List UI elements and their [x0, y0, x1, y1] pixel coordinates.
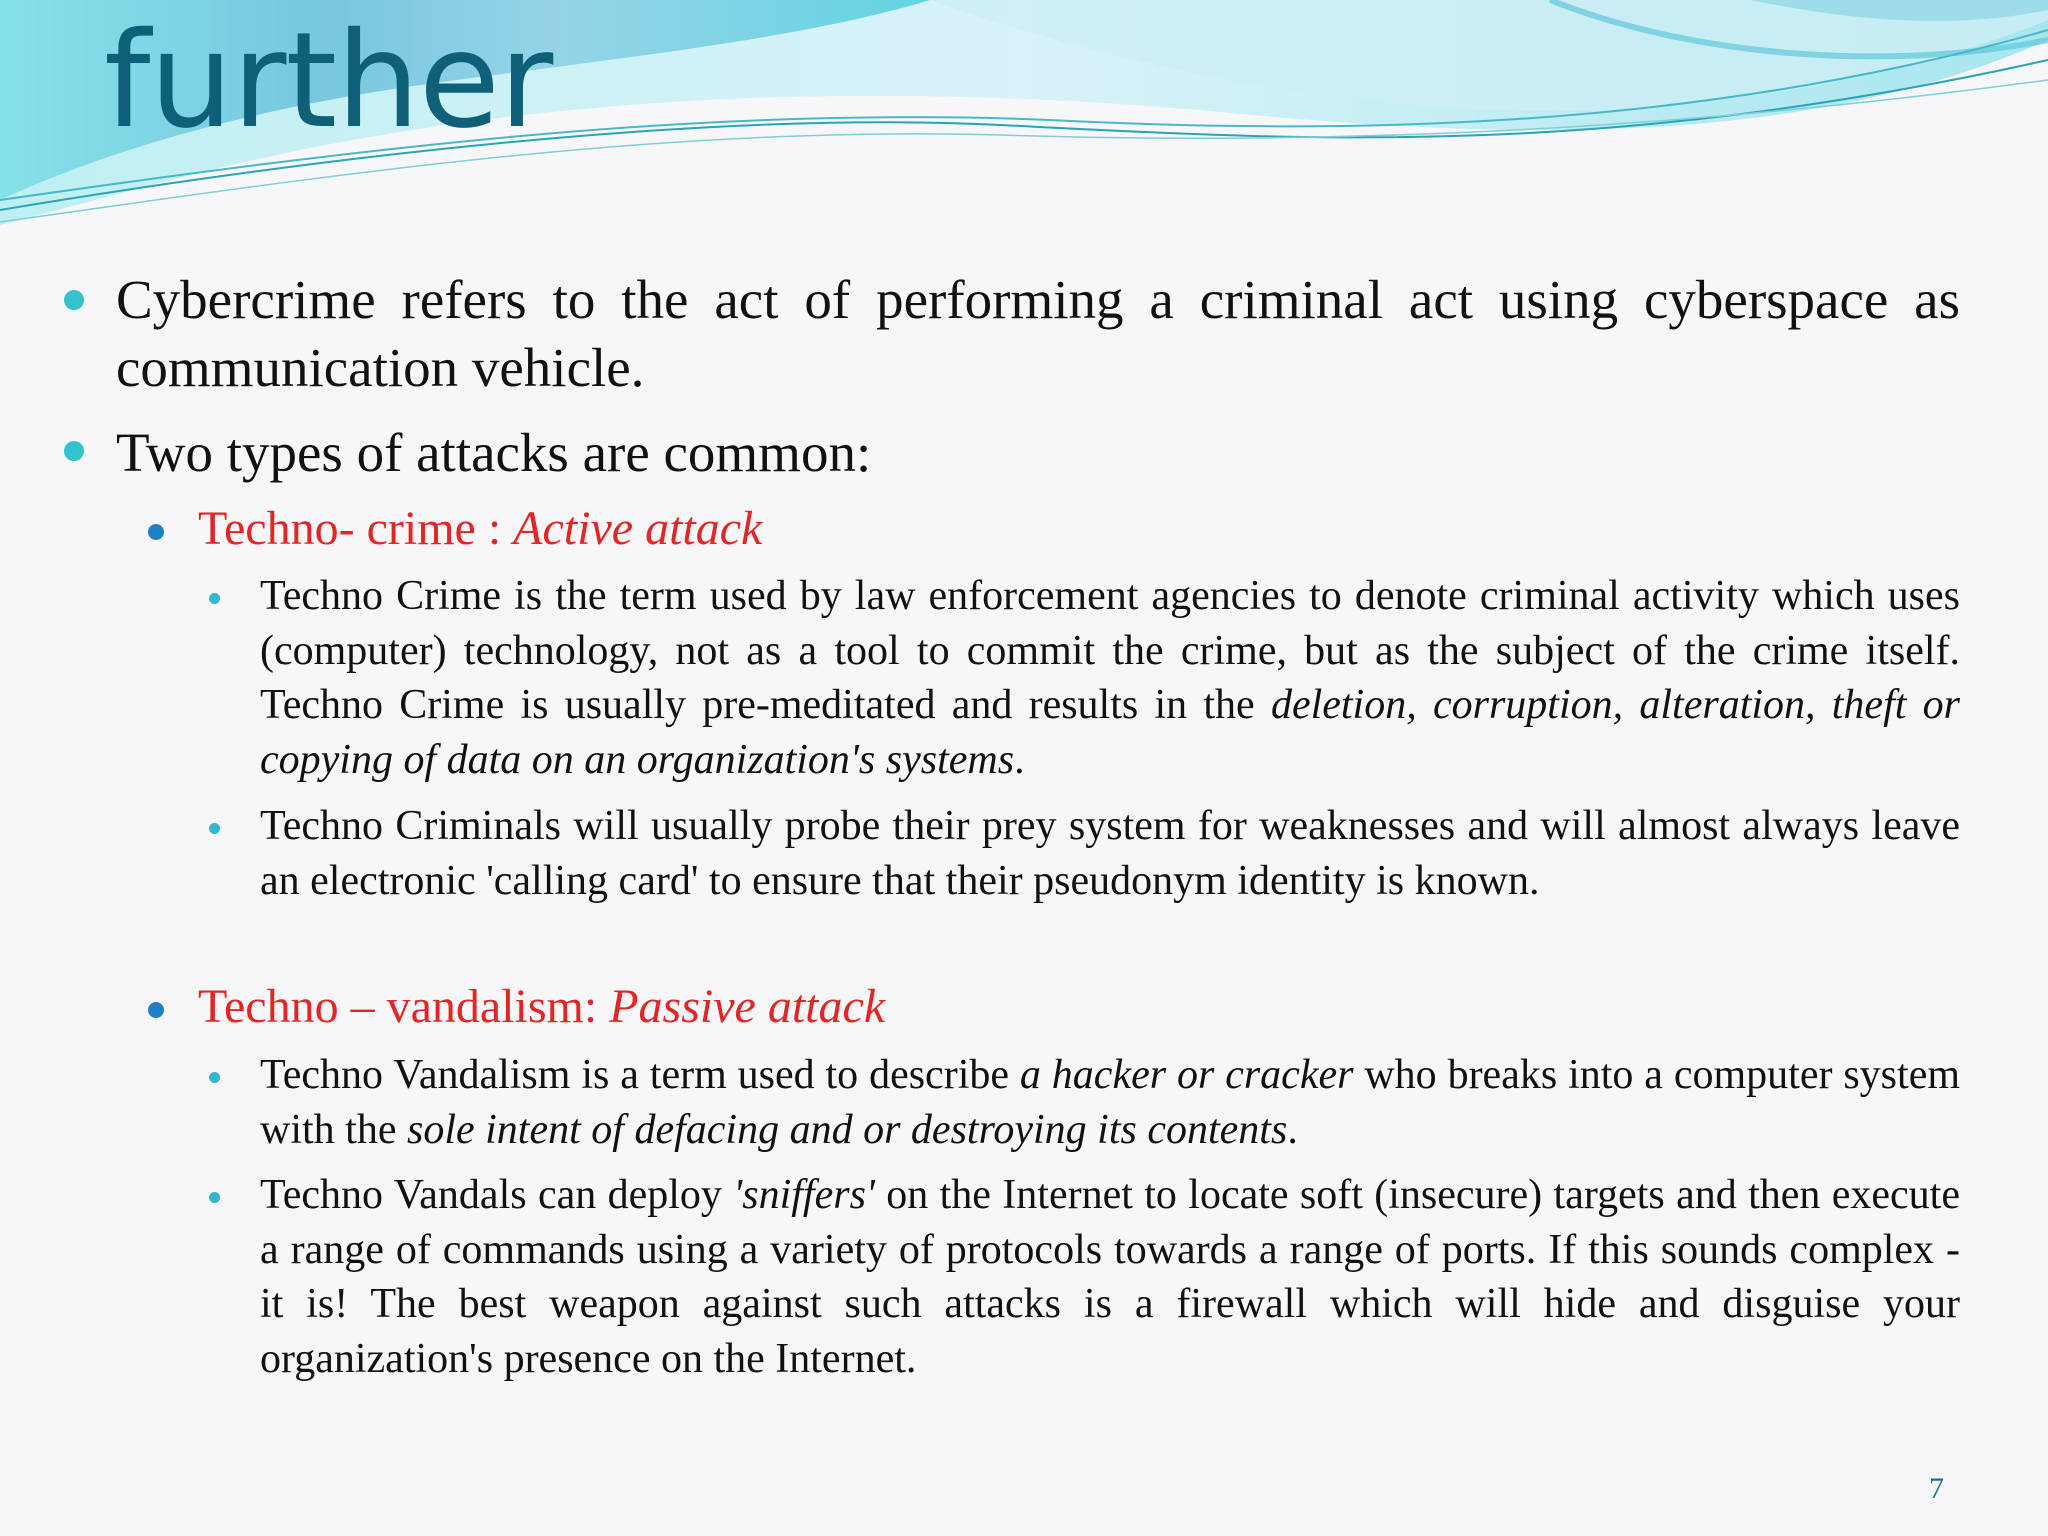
techno-crime-kind: Active attack	[513, 502, 763, 555]
bullet-cybercrime-definition: Cybercrime refers to the act of performing a criminal act using cyberspace as communication vehicle.	[116, 269, 1960, 398]
point-dot-icon	[209, 593, 220, 604]
bullet-dot-icon	[64, 441, 84, 461]
point-dot-icon	[209, 823, 220, 834]
slide-title: further	[104, 4, 553, 158]
page-number: 7	[1929, 1472, 1944, 1505]
techno-vandalism-kind: Passive attack	[609, 980, 886, 1033]
techno-crime-point-1: Techno Crime is the term used by law enforcement agencies to denote criminal activity which uses (computer) technology, not as a tool to commit the crime, but as the subject of the crime itself. Techno Crime is usually pre-meditated and results in the deletion, corruption, alteration, theft or copying of data on an organization's systems.	[260, 573, 1960, 783]
subbullet-dot-icon	[148, 1002, 164, 1018]
point-dot-icon	[209, 1192, 220, 1203]
bullet-attack-types: Two types of attacks are common:	[116, 422, 872, 483]
techno-crime-point-2: Techno Criminals will usually probe their prey system for weaknesses and will almost always leave an electronic 'calling card' to ensure that their pseudonym identity is known.	[260, 803, 1960, 904]
techno-vandalism-point-2: Techno Vandals can deploy 'sniffers' on the Internet to locate soft (insecure) targets and then execute a range of commands using a variety of protocols towards a range of ports. If this sounds complex - it is! The best weapon against such attacks is a firewall which will hide and disguise your organization's presence on the Internet.	[260, 1172, 1960, 1382]
techno-vandalism-point-1: Techno Vandalism is a term used to describe a hacker or cracker who breaks into a computer system with the sole intent of defacing and or destroying its contents.	[260, 1052, 1961, 1153]
subbullet-dot-icon	[148, 524, 164, 540]
heading-techno-crime	[198, 501, 1960, 557]
heading-techno-vandalism	[198, 979, 1960, 1035]
bullet-dot-icon	[64, 290, 84, 310]
point-dot-icon	[209, 1072, 220, 1083]
techno-crime-label: Techno- crime :	[198, 502, 514, 555]
techno-vandalism-label: Techno – vandalism:	[198, 980, 610, 1033]
